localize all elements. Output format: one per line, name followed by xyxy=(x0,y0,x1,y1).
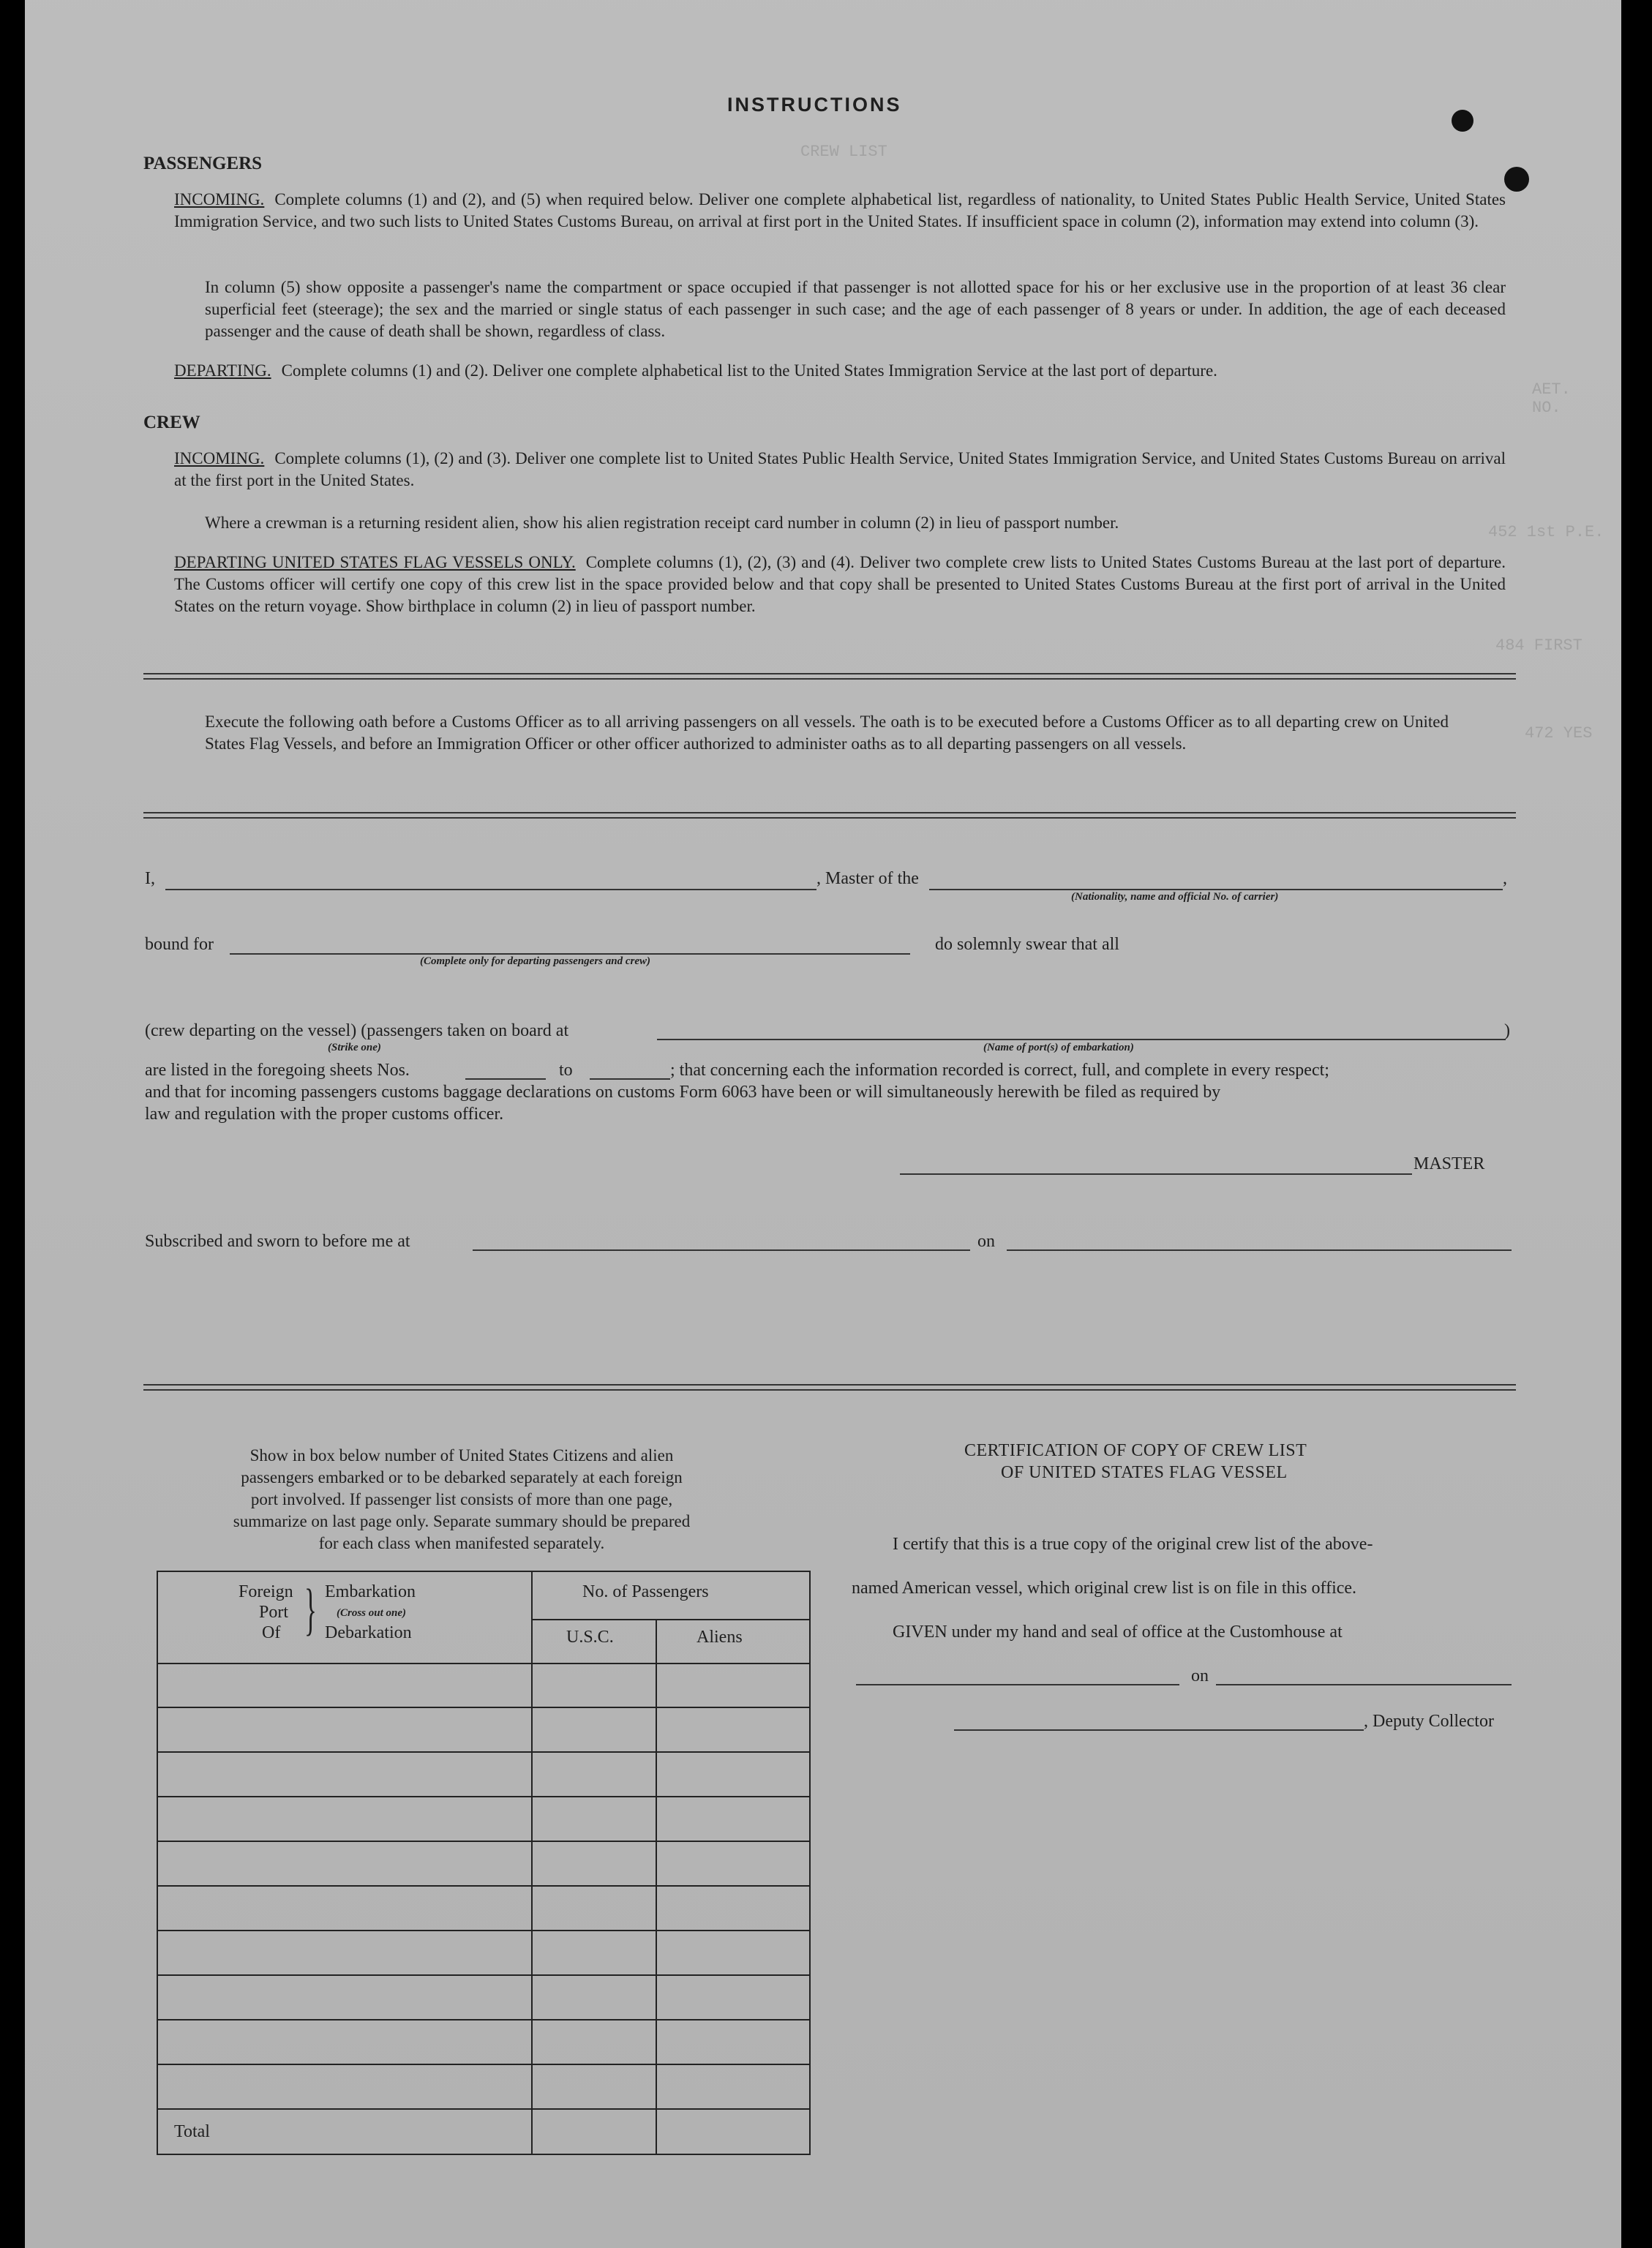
bound-for-field[interactable] xyxy=(230,953,910,955)
listed-to-label: to xyxy=(559,1061,573,1080)
page-title: INSTRUCTIONS xyxy=(727,94,902,116)
table-header-of: Of xyxy=(262,1623,281,1642)
bleed-through-text: AET. NO. xyxy=(1532,380,1571,417)
crew-incoming-lead: INCOMING. xyxy=(174,449,265,467)
embarkation-ports-field[interactable] xyxy=(657,1039,1506,1040)
oath-intro: Execute the following oath before a Customs Officer as to all arriving passengers on all vessels. The oath is to be executed before a Customs Officer as to all departing crew on United States Flag Vessels, and before an Immigration Officer or other officer authorized to administer oaths as to all departing passengers on all vessels. xyxy=(205,713,1449,753)
close-paren: ) xyxy=(1504,1021,1510,1040)
crew-departing-lead: DEPARTING UNITED STATES FLAG VESSELS ONLY. xyxy=(174,553,576,571)
oath-i-label: I, xyxy=(145,869,155,888)
carrier-field[interactable] xyxy=(929,889,1503,890)
summary-line: summarize on last page only. Separate summary should be prepared xyxy=(233,1512,691,1530)
master-signature-label: MASTER xyxy=(1413,1154,1485,1173)
passengers-incoming-text: Complete columns (1) and (2), and (5) when required below. Deliver one complete alphabetical list, regardless of nationality, to United States Public Health Service, United States Immigration Service, and two such lists to United States Customs Bureau, on arrival at first port in the United States. If insufficient space in column (2), information may extend into column (3). xyxy=(174,190,1506,230)
summary-instructions xyxy=(143,1445,780,1555)
passengers-column5-paragraph: In column (5) show opposite a passenger's name the compartment or space occupied if that passenger is not allotted space for his or her exclusive use in the proportion of at least 36 clear superficial feet (steerage); the sex and the married or single status of each passenger in such case; and the age of each passenger of 8 years or under. In addition, the age of each deceased passenger and the cause of death shall be shown, regardless of class. xyxy=(205,278,1506,340)
table-divider xyxy=(158,2064,809,2065)
table-divider xyxy=(158,1663,809,1664)
bleed-through-text: 452 1st P.E. xyxy=(1488,523,1604,541)
bleed-through-text: 472 YES xyxy=(1525,724,1593,743)
section-divider xyxy=(143,673,1516,680)
table-divider xyxy=(158,2108,809,2110)
crew-incoming-paragraph xyxy=(174,448,1506,492)
passengers-departing-paragraph xyxy=(174,360,1506,382)
table-divider xyxy=(158,1841,809,1842)
sworn-date-field[interactable] xyxy=(1007,1249,1512,1251)
passengers-heading: PASSENGERS xyxy=(143,154,263,173)
crew-incoming-text: Complete columns (1), (2) and (3). Deliver one complete list to United States Public Health Service, United States Immigration Service, and United States Customs Bureau on arrival at the first port in the United States. xyxy=(174,449,1506,489)
bound-for-label: bound for xyxy=(145,935,214,954)
carrier-comma: , xyxy=(1503,869,1507,888)
sworn-location-field[interactable] xyxy=(473,1249,970,1251)
passengers-departing-lead: DEPARTING. xyxy=(174,361,271,380)
brace-glyph: } xyxy=(304,1577,317,1641)
table-header-foreign: Foreign xyxy=(239,1582,293,1601)
summary-line: passengers embarked or to be debarked separately at each foreign xyxy=(241,1468,683,1486)
table-header-embarkation: Embarkation xyxy=(325,1582,416,1601)
master-of-label: , Master of the xyxy=(816,869,919,888)
table-total-label: Total xyxy=(174,2122,210,2141)
nationality-note: (Nationality, name and official No. of carrier) xyxy=(1071,891,1279,903)
certification-on-label: on xyxy=(1191,1666,1209,1685)
bleed-through-text: CREW LIST xyxy=(800,143,887,161)
listed-text-c: and that for incoming passengers customs baggage declarations on customs Form 6063 have been or will simultaneously herewith be filed as required by xyxy=(145,1083,1221,1102)
section-divider xyxy=(143,812,1516,819)
section-divider xyxy=(143,1384,1516,1391)
listed-sheets-label: are listed in the foregoing sheets Nos. xyxy=(145,1061,410,1080)
sheet-to-field[interactable] xyxy=(590,1078,670,1080)
crew-heading: CREW xyxy=(143,413,200,432)
customhouse-location-field[interactable] xyxy=(856,1684,1179,1685)
table-divider xyxy=(158,1796,809,1797)
passenger-summary-table xyxy=(157,1571,811,2155)
table-divider xyxy=(531,1572,533,2154)
certification-heading-1: CERTIFICATION OF COPY OF CREW LIST xyxy=(964,1441,1307,1460)
ports-note: (Name of port(s) of embarkation) xyxy=(983,1042,1134,1053)
complete-only-note: (Complete only for departing passengers and crew) xyxy=(420,955,650,967)
document-page xyxy=(25,0,1621,2248)
swear-label: do solemnly swear that all xyxy=(935,935,1119,954)
table-header-no-passengers: No. of Passengers xyxy=(582,1582,709,1601)
deputy-collector-label: , Deputy Collector xyxy=(1364,1712,1494,1731)
listed-text-b: ; that concerning each the information recorded is correct, full, and complete in every respect; xyxy=(670,1061,1329,1080)
table-divider xyxy=(531,1619,809,1620)
table-header-debarkation: Debarkation xyxy=(325,1623,412,1642)
table-divider xyxy=(158,2019,809,2020)
certification-line-2: named American vessel, which original crew list is on file in this office. xyxy=(852,1579,1357,1598)
table-header-port: Port xyxy=(259,1603,289,1622)
ink-blot xyxy=(1504,167,1529,192)
passengers-incoming-lead: INCOMING. xyxy=(174,190,265,208)
strike-one-note: (Strike one) xyxy=(328,1042,381,1053)
listed-text-d: law and regulation with the proper customs officer. xyxy=(145,1105,504,1124)
crew-departing-label: (crew departing on the vessel) (passengers taken on board at xyxy=(145,1021,569,1040)
crew-returning-paragraph: Where a crewman is a returning resident alien, show his alien registration receipt card number in column (2) in lieu of passport number. xyxy=(205,514,1119,532)
ink-blot xyxy=(1452,110,1473,132)
passengers-departing-text: Complete columns (1) and (2). Deliver one complete alphabetical list to the United States Immigration Service at the last port of departure. xyxy=(281,361,1217,380)
bleed-through-text: 484 FIRST xyxy=(1495,636,1582,655)
master-name-field[interactable] xyxy=(165,889,816,890)
table-divider xyxy=(158,1974,809,1976)
table-header-cross-out: (Cross out one) xyxy=(337,1607,407,1619)
subscribed-label: Subscribed and sworn to before me at xyxy=(145,1232,410,1251)
table-divider xyxy=(158,1930,809,1931)
summary-line: for each class when manifested separately. xyxy=(318,1534,605,1552)
certification-heading-2: OF UNITED STATES FLAG VESSEL xyxy=(1001,1463,1288,1482)
sheet-from-field[interactable] xyxy=(465,1078,546,1080)
certification-line-1: I certify that this is a true copy of the original crew list of the above- xyxy=(893,1535,1373,1554)
table-header-usc: U.S.C. xyxy=(566,1628,614,1647)
crew-departing-text: Complete columns (1), (2), (3) and (4). Deliver two complete crew lists to United States Customs Bureau at the last port of departure. The Customs officer will certify one copy of this crew list in the space provided below and that copy shall be presented to United States Customs Bureau at the first port of arrival in the United States on the return voyage. Show birthplace in column (2) in lieu of passport number. xyxy=(174,553,1506,615)
certification-line-3: GIVEN under my hand and seal of office at the Customhouse at xyxy=(893,1623,1343,1642)
master-signature-field[interactable] xyxy=(900,1173,1412,1175)
table-divider xyxy=(158,1885,809,1887)
sworn-on-label: on xyxy=(977,1232,995,1251)
passengers-incoming-paragraph xyxy=(174,189,1506,233)
table-header-aliens: Aliens xyxy=(697,1628,743,1647)
crew-departing-paragraph xyxy=(174,552,1506,617)
deputy-collector-signature-field[interactable] xyxy=(954,1729,1364,1731)
certification-date-field[interactable] xyxy=(1216,1684,1512,1685)
table-divider xyxy=(158,1751,809,1753)
summary-line: port involved. If passenger list consists of more than one page, xyxy=(250,1490,673,1508)
table-divider xyxy=(158,1707,809,1708)
summary-line: Show in box below number of United States Citizens and alien xyxy=(249,1446,674,1465)
